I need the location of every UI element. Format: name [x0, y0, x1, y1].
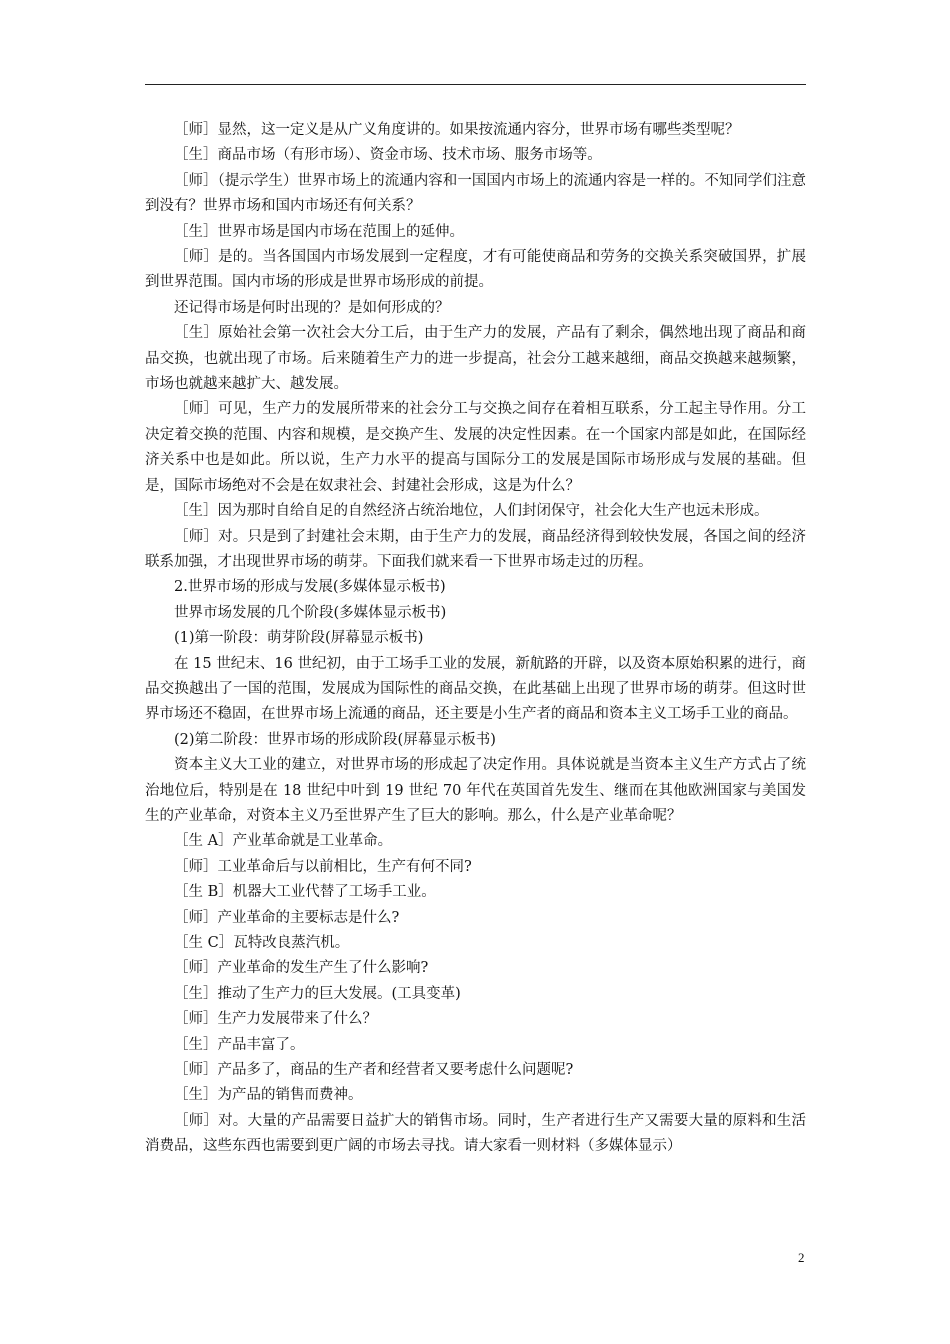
paragraph: ［师］显然，这一定义是从广义角度讲的。如果按流通内容分，世界市场有哪些类型呢？	[174, 122, 740, 138]
stage-heading: (2)第二阶段：世界市场的形成阶段(屏幕显示板书)	[174, 731, 496, 748]
dialogue-line: ［师］生产力发展带来了什么？	[174, 1011, 377, 1028]
document-body	[145, 118, 806, 1160]
paragraph: 在 15 世纪末、16 世纪初，由于工场手工业的发展，新航路的开辟，以及资本原始积累的进行，商品交换越出了一国的范围，发展成为国际性的商品交换，在此基础上出现了世界市场的萌芽。但这时世界市场还不稳固，在世界市场上流通的商品，还主要是小生产者的商品和资本主义工场手工业的商品。	[145, 655, 806, 723]
dialogue-line: ［师］工业革命后与以前相比，生产有何不同?	[174, 858, 472, 875]
dialogue-line: ［生］为产品的销售而费神。	[174, 1087, 363, 1104]
dialogue-line: ［生 A］产业革命就是工业革命。	[174, 833, 393, 850]
paragraph: ［师］（提示学生）世界市场上的流通内容和一国国内市场上的流通内容是一样的。不知同学们注意到没有？世界市场和国内市场还有何关系？	[145, 172, 806, 215]
page-number: 2	[798, 1250, 805, 1265]
paragraph: ［生］世界市场是国内市场在范围上的延伸。	[174, 223, 464, 240]
header-rule	[145, 84, 806, 85]
dialogue-line: ［师］产品多了，商品的生产者和经营者又要考虑什么问题呢?	[174, 1062, 574, 1079]
dialogue-line: ［生 C］瓦特改良蒸汽机。	[174, 935, 350, 951]
section-heading: 2.世界市场的形成与发展(多媒体显示板书)	[174, 579, 446, 596]
paragraph: 还记得市场是何时出现的？是如何形成的？	[174, 299, 450, 316]
paragraph: 资本主义大工业的建立，对世界市场的形成起了决定作用。具体说就是当资本主义生产方式占了统治地位后，特别是在 18 世纪中叶到 19 世纪 70 年代在英国首先发生、继而在其他欧洲国家与美国发生的产业革命，对资本主义乃至世界产生了巨大的影响。那么，什么是产业革命呢？	[145, 757, 806, 824]
dialogue-line: ［生］推动了生产力的巨大发展。(工具变革)	[174, 985, 461, 1002]
paragraph: ［生］原始社会第一次社会大分工后，由于生产力的发展，产品有了剩余，偶然地出现了商品和商品交换，也就出现了市场。后来随着生产力的进一步提高，社会分工越来越细，商品交换越来越频繁，市场也就越来越扩大、越发展。	[145, 325, 806, 393]
paragraph: ［师］对。只是到了封建社会末期，由于生产力的发展，商品经济得到较快发展，各国之间的经济联系加强，才出现世界市场的萌芽。下面我们就来看一下世界市场走过的历程。	[145, 528, 806, 570]
dialogue-line: ［生 B］机器大工业代替了工场手工业。	[174, 884, 436, 901]
dialogue-line: ［师］产业革命的发生产生了什么影响?	[174, 960, 429, 977]
dialogue-line: ［师］产业革命的主要标志是什么?	[174, 909, 400, 926]
paragraph: ［生］因为那时自给自足的自然经济占统治地位，人们封闭保守，社会化大生产也远未形成。	[174, 503, 769, 520]
dialogue-line: ［生］产品丰富了。	[174, 1036, 305, 1053]
stage-heading: (1)第一阶段：萌芽阶段(屏幕显示板书)	[174, 630, 424, 647]
paragraph: ［师］可见，生产力的发展所带来的社会分工与交换之间存在着相互联系，分工起主导作用。分工决定着交换的范围、内容和规模，是交换产生、发展的决定性因素。在一个国家内部是如此，在国际经济关系中也是如此。所以说，生产力水平的提高与国际分工的发展是国际市场形成与发展的基础。但是，国际市场绝对不会是在奴隶社会、封建社会形成，这是为什么？	[145, 401, 806, 494]
subheading: 世界市场发展的几个阶段(多媒体显示板书)	[174, 604, 447, 621]
paragraph: ［生］商品市场（有形市场）、资金市场、技术市场、服务市场等。	[174, 147, 602, 164]
paragraph: ［师］对。大量的产品需要日益扩大的销售市场。同时，生产者进行生产又需要大量的原料和生活消费品，这些东西也需要到更广阔的市场去寻找。请大家看一则材料（多媒体显示）	[145, 1112, 806, 1155]
paragraph: ［师］是的。当各国国内市场发展到一定程度，才有可能使商品和劳务的交换关系突破国界，扩展到世界范围。国内市场的形成是世界市场形成的前提。	[145, 249, 806, 291]
